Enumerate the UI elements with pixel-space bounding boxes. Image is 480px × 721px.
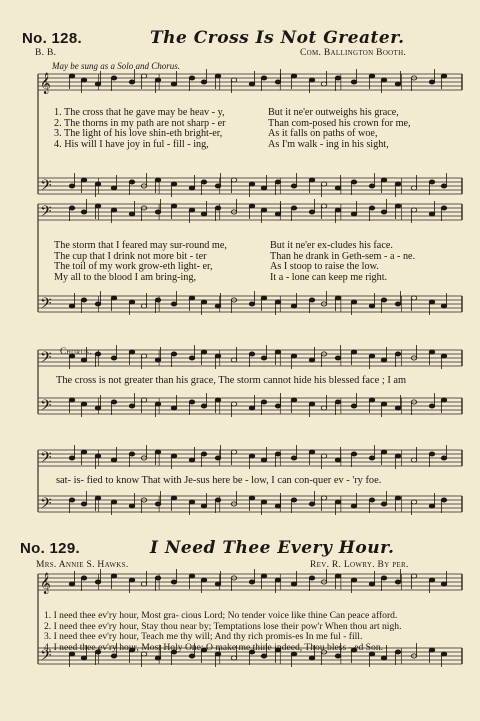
note-head [395,82,401,86]
note-head [275,80,281,84]
note-head [261,76,267,80]
note-head [69,498,75,502]
note-head [141,74,147,78]
lyric-line: Than he drank in Geth-sem - a - ne. [270,250,416,262]
note-head [111,500,117,504]
chorus-line: sat- is- fied to know That with Je-sus here be - low, I can con-quer ev - 'ry foe. [56,475,382,486]
note-head [215,184,221,188]
note-head [201,212,207,216]
note-head [351,404,357,408]
note-head [335,208,341,212]
clef-icon: 𝄢 [40,177,52,198]
note-head [275,404,281,408]
note-head [129,404,135,408]
performance-direction: May be sung as a Solo and Chorus. [52,61,180,71]
hymn-title: The Cross Is Not Greater. [150,28,405,48]
note-head [189,356,195,360]
note-head [321,496,327,500]
note-head [95,580,101,584]
note-head [395,204,401,208]
note-head [369,582,375,586]
note-head [381,78,387,82]
note-head [141,354,147,358]
hymn-composer: Com. Ballington Booth. [300,48,407,58]
note-head [155,656,161,660]
note-head [201,578,207,582]
note-head [69,582,75,586]
note-head [335,400,341,404]
note-head [189,208,195,212]
note-head [381,178,387,182]
note-head [335,500,341,504]
note-head [411,208,417,212]
note-head [95,302,101,306]
note-head [261,654,267,658]
note-head [155,358,161,362]
note-head [381,210,387,214]
note-head [81,178,87,182]
note-head [129,80,135,84]
note-head [69,456,75,460]
hymn-author: Mrs. Annie S. Hawks. [36,560,129,570]
note-head [215,354,221,358]
note-head [129,300,135,304]
note-head [351,504,357,508]
chorus-line: The cross is not greater than his grace, The storm cannot hide his blessed face ; I am [56,375,407,386]
note-head [95,352,101,356]
note-head [351,180,357,184]
note-head [441,184,447,188]
note-head [129,504,135,508]
note-head [201,504,207,508]
note-head [249,302,255,306]
note-head [429,452,435,456]
note-head [81,402,87,406]
note-head [215,74,221,78]
hymn-number: No. 129. [20,540,80,557]
note-head [321,454,327,458]
note-head [249,496,255,500]
note-head [335,296,341,300]
note-head [231,78,237,82]
lyric-line: The cup that I drink not more bit - ter [54,250,207,262]
note-head [395,302,401,306]
note-head [155,78,161,82]
note-head [111,356,117,360]
note-head [201,180,207,184]
note-head [395,496,401,500]
note-head [441,456,447,460]
note-head [81,450,87,454]
note-head [275,180,281,184]
note-head [369,354,375,358]
note-head [309,402,315,406]
note-head [309,656,315,660]
note-head [95,204,101,208]
note-head [369,398,375,402]
note-head [369,74,375,78]
note-head [291,74,297,78]
note-head [369,304,375,308]
note-head [309,358,315,362]
note-head [335,76,341,80]
note-head [95,496,101,500]
note-head [429,180,435,184]
note-head [291,582,297,586]
lyric-line: 2. The thorns in my path are not sharp - er [54,117,226,129]
note-head [155,210,161,214]
note-head [261,186,267,190]
lyric-line: As I'm walk - ing in his sight, [268,138,389,150]
lyric-line: It a - lone can keep me right. [270,271,388,283]
lyric-line: But it ne'er outweighs his grace, [268,107,399,118]
note-head [441,398,447,402]
note-head [231,402,237,406]
hymn-author: B. B. [35,48,57,58]
note-head [309,178,315,182]
note-head [441,354,447,358]
verses-129 [44,611,401,653]
note-head [249,352,255,356]
note-head [429,300,435,304]
note-head [171,406,177,410]
hymn-number: No. 128. [22,30,82,47]
note-head [261,208,267,212]
note-head [395,406,401,410]
note-head [351,212,357,216]
note-head [411,296,417,300]
note-head [189,400,195,404]
note-head [111,654,117,658]
note-head [395,454,401,458]
note-head [441,304,447,308]
note-head [171,82,177,86]
note-head [335,186,341,190]
note-head [95,82,101,86]
lyric-line: 2. I need thee ev'ry hour, Stay thou near by; Temptations lose their pow'r When thou art nigh. [44,620,402,632]
note-head [141,582,147,586]
note-head [171,352,177,356]
note-head [429,350,435,354]
note-head [291,206,297,210]
clef-icon: 𝄞 [40,573,51,594]
note-head [351,350,357,354]
note-head [309,298,315,302]
verses-part-b [268,108,411,150]
note-head [261,574,267,578]
note-head [275,350,281,354]
note-head [351,578,357,582]
note-head [381,358,387,362]
note-head [291,304,297,308]
note-head [155,298,161,302]
note-head [381,502,387,506]
note-head [275,452,281,456]
note-head [321,204,327,208]
lyric-line: The storm that I feared may sur-round me, [54,240,227,251]
note-head [429,504,435,508]
note-head [201,350,207,354]
lyric-line: Than com-posed his crown for me, [268,117,411,129]
clef-icon: 𝄢 [40,495,52,516]
note-head [429,648,435,652]
note-head [309,576,315,580]
note-head [171,302,177,306]
note-head [249,204,255,208]
note-head [215,304,221,308]
note-head [261,458,267,462]
note-head [231,358,237,362]
note-head [189,458,195,462]
note-head [189,186,195,190]
note-head [155,402,161,406]
note-head [441,582,447,586]
note-head [171,182,177,186]
note-head [111,186,117,190]
note-head [441,206,447,210]
note-head [275,504,281,508]
note-head [171,580,177,584]
verses2-part-b [270,241,415,283]
note-head [189,654,195,658]
note-head [81,78,87,82]
note-head [369,184,375,188]
note-head [69,74,75,78]
note-head [81,502,87,506]
note-head [261,356,267,360]
note-head [111,574,117,578]
clef-icon: 𝄢 [40,203,52,224]
note-head [171,204,177,208]
note-head [411,500,417,504]
lyric-line: As I stoop to raise the low. [270,261,379,273]
lyric-line: But it ne'er ex-cludes his face. [270,240,393,251]
note-head [335,654,341,658]
note-head [261,296,267,300]
clef-icon: 𝄢 [40,397,52,418]
note-head [411,458,417,462]
hymn-composer: Rev. R. Lowry. By per. [310,560,409,570]
note-head [129,180,135,184]
lyric-line: 4. His will I have joy in ful - fill - ing, [54,138,209,150]
note-head [111,458,117,462]
note-head [129,578,135,582]
note-head [69,304,75,308]
note-head [215,582,221,586]
note-head [369,498,375,502]
note-head [69,184,75,188]
verses2-part-a [54,241,227,283]
note-head [381,656,387,660]
hymn-title: I Need Thee Every Hour. [150,538,395,558]
note-head [261,400,267,404]
note-head [249,82,255,86]
note-head [95,406,101,410]
note-head [395,182,401,186]
note-head [189,296,195,300]
note-head [395,352,401,356]
note-head [69,398,75,402]
note-head [81,298,87,302]
note-head [155,576,161,580]
note-head [81,576,87,580]
note-head [309,450,315,454]
note-head [215,456,221,460]
lyric-line: The toil of my work grow-eth light- er, [54,261,213,273]
note-head [201,300,207,304]
note-head [129,452,135,456]
note-head [81,210,87,214]
note-head [369,456,375,460]
note-head [141,304,147,308]
note-head [291,398,297,402]
note-head [275,578,281,582]
note-head [335,356,341,360]
note-head [201,80,207,84]
note-head [429,404,435,408]
note-head [381,450,387,454]
note-head [309,210,315,214]
note-head [381,402,387,406]
clef-icon: 𝄞 [40,73,51,94]
note-head [111,296,117,300]
note-head [261,500,267,504]
note-head [441,652,447,656]
note-head [111,400,117,404]
note-head [249,580,255,584]
note-head [155,178,161,182]
lyric-line: 3. The light of his love shin-eth bright-er, [54,128,223,140]
lyric-line: My all to the blood I am bring-ing, [54,271,197,283]
lyric-line: 1. The cross that he gave may be heav - y, [54,107,225,118]
note-head [335,458,341,462]
note-head [321,406,327,410]
note-head [291,498,297,502]
note-head [381,576,387,580]
note-head [231,178,237,182]
note-head [129,350,135,354]
note-head [429,578,435,582]
note-head [395,580,401,584]
note-head [309,502,315,506]
note-head [411,186,417,190]
note-head [441,498,447,502]
note-head [381,298,387,302]
clef-icon: 𝄢 [40,647,52,668]
note-head [189,76,195,80]
note-head [351,300,357,304]
lyric-line: 1. I need thee ev'ry hour, Most gra- cious Lord; No tender voice like thine Can peace afford. [44,610,398,621]
verses-part-a [54,108,226,150]
note-head [141,398,147,402]
note-head [231,656,237,660]
note-head [275,300,281,304]
note-head [335,574,341,578]
note-head [249,406,255,410]
note-head [215,398,221,402]
note-head [249,182,255,186]
clef-icon: 𝄢 [40,295,52,316]
note-head [189,574,195,578]
clef-icon: 𝄢 [40,349,52,370]
note-head [291,184,297,188]
note-head [429,212,435,216]
note-head [215,206,221,210]
note-head [95,454,101,458]
note-head [321,82,327,86]
note-head [369,206,375,210]
note-head [171,496,177,500]
note-head [351,452,357,456]
lyric-line: 3. I need thee ev'ry hour, Teach me thy will; And thy rich promis-es In me ful - fill. [44,631,363,643]
note-head [81,656,87,660]
note-head [231,450,237,454]
note-head [351,80,357,84]
chorus-label: Chorus. [60,346,93,356]
note-head [429,80,435,84]
note-head [189,500,195,504]
note-head [111,208,117,212]
note-head [291,354,297,358]
note-head [155,502,161,506]
lyric-line: 4. I need thee ev'ry hour, Most Holy One; O make me thine indeed, Thou bless - ed Son. [44,641,384,653]
note-head [321,182,327,186]
note-head [171,454,177,458]
note-head [111,76,117,80]
note-head [69,206,75,210]
note-head [215,498,221,502]
note-head [441,74,447,78]
note-head [249,454,255,458]
note-head [201,452,207,456]
note-head [309,78,315,82]
note-head [275,212,281,216]
lyric-line: As it falls on paths of woe, [268,128,378,140]
note-head [411,574,417,578]
clef-icon: 𝄢 [40,449,52,470]
note-head [291,456,297,460]
note-head [95,182,101,186]
note-head [129,212,135,216]
note-head [155,450,161,454]
note-head [201,404,207,408]
note-head [81,358,87,362]
